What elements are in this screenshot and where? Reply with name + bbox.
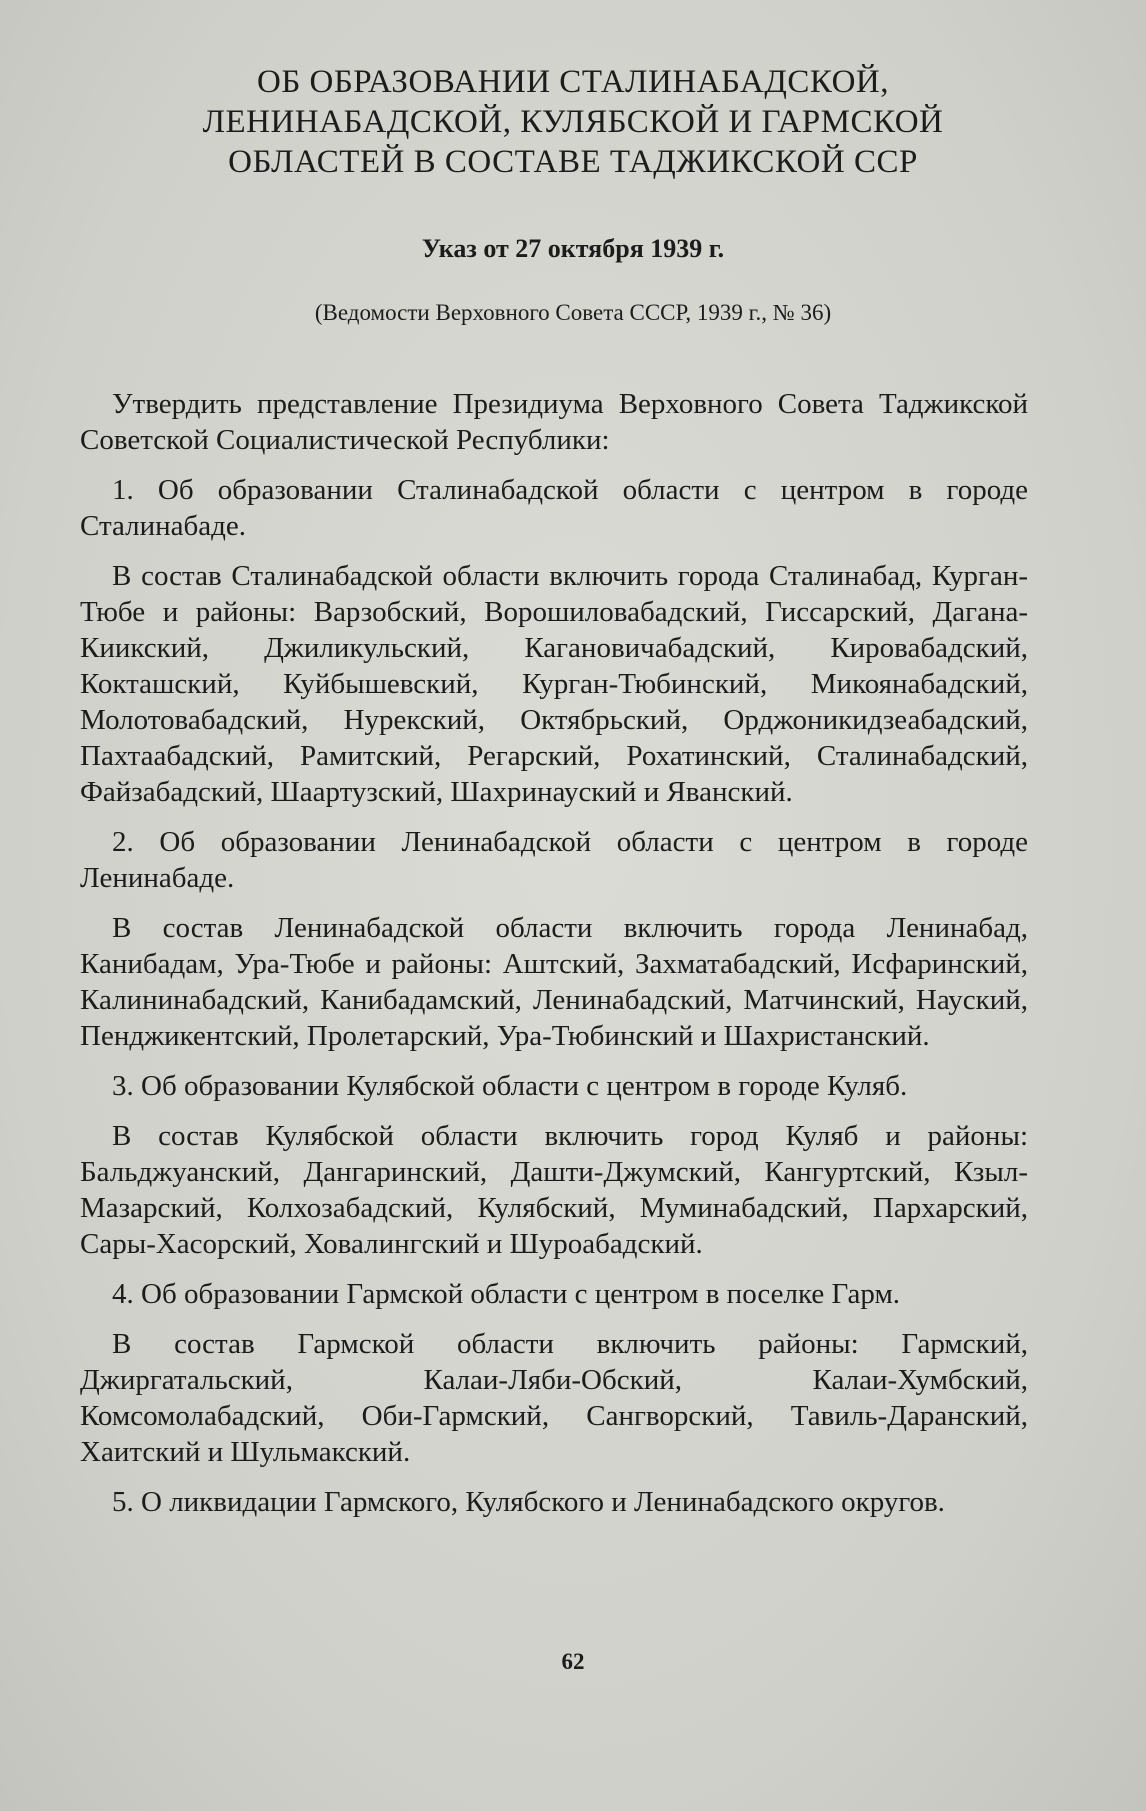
paragraph-item-1-composition: В состав Сталинабадской области включить города Сталинабад, Курган-Тюбе и районы: Варзобский, Ворошиловабадский, Гиссарский, Дагана-Киикский, Джиликульский, Кагановичабадский, Кировабадский, Кокташский, Куйбышевский, Курган-Тюбинский, Микоянабадский, Молотовабадский, Нурекский, Октябрьский, Орджоникидзеабадский, Пахтаабадский, Рамитский, Регарский, Рохатинский, Сталинабадский, Файзабадский, Шаартузский, Шахринауский и Яванский.: [80, 560, 1028, 808]
paragraph-item-4-composition: В состав Гармской области включить районы: Гармский, Джиргатальский, Калаи-Ляби-Обский, Калаи-Хумбский, Комсомолабадский, Оби-Гармский, Сангворский, Тавиль-Даранский, Хаитский и Шульмакский.: [80, 1328, 1028, 1468]
decree-date: Указ от 27 октября 1939 г.: [421, 234, 725, 263]
paragraph-item-4: 4. Об образовании Гармской области с центром в поселке Гарм.: [112, 1278, 901, 1310]
paragraph-item-1: 1. Об образовании Сталинабадской области с центром в городе Сталинабаде.: [80, 474, 1028, 542]
page-number: 62: [561, 1649, 585, 1674]
document-body: [80, 386, 1028, 1534]
title-line: ОБ ОБРАЗОВАНИИ СТАЛИНАБАДСКОЙ,: [256, 64, 890, 100]
title-line: ОБЛАСТЕЙ В СОСТАВЕ ТАДЖИКСКОЙ ССР: [228, 144, 918, 180]
paragraph-item-2: 2. Об образовании Ленинабадской области с центром в городе Ленинабаде.: [80, 826, 1028, 894]
source-citation: (Ведомости Верховного Совета СССР, 1939 г., № 36): [314, 300, 832, 325]
paragraph-item-3: 3. Об образовании Кулябской области с центром в городе Куляб.: [112, 1070, 908, 1102]
paragraph-item-2-composition: В состав Ленинабадской области включить города Ленинабад, Канибадам, Ура-Тюбе и районы: Аштский, Захматабадский, Исфаринский, Калининабадский, Канибадамский, Ленинабадский, Матчинский, Науский, Пенджикентский, Пролетарский, Ура-Тюбинский и Шахристанский.: [80, 912, 1028, 1052]
paragraph-preamble: Утвердить представление Президиума Верховного Совета Таджикской Советской Социалистической Республики:: [80, 388, 1028, 456]
paragraph-item-3-composition: В состав Кулябской области включить город Куляб и районы: Бальджуанский, Дангаринский, Дашти-Джумский, Кангуртский, Кзыл-Мазарский, Колхозабадский, Кулябский, Муминабадский, Пархарский, Сары-Хасорский, Ховалингский и Шуроабадский.: [80, 1120, 1028, 1260]
title-line: ЛЕНИНАБАДСКОЙ, КУЛЯБСКОЙ И ГАРМСКОЙ: [202, 104, 944, 140]
document-title: [60, 62, 1086, 182]
paragraph-item-5: 5. О ликвидации Гармского, Кулябского и Ленинабадского округов.: [112, 1486, 945, 1518]
